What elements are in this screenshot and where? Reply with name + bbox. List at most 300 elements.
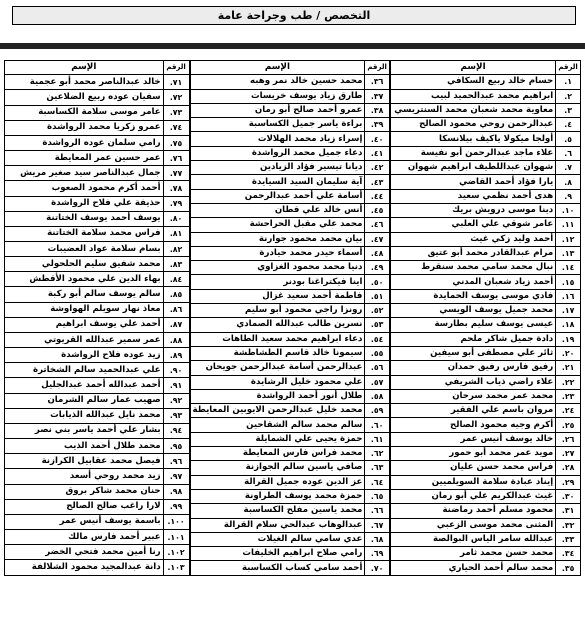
table-row bbox=[5, 105, 190, 120]
row-name: أسامة علي أحمد عبدالرحمن bbox=[190, 189, 365, 203]
row-name: علي محمود خليل الرشايدة bbox=[190, 375, 365, 389]
row-name: حمزة محمد يوسف الطراونة bbox=[190, 489, 365, 503]
row-number: ٣٤. bbox=[556, 547, 581, 561]
row-number: ٦٣. bbox=[365, 461, 389, 475]
table-row bbox=[390, 504, 580, 518]
row-name: علي عبدالحميد سالم الشخاترة bbox=[5, 363, 164, 378]
row-name: محمد حسين خالد نمر وهبه bbox=[190, 75, 365, 89]
row-number: ٦٠. bbox=[365, 418, 389, 432]
table-row bbox=[190, 261, 389, 275]
row-name: علاء ماجد عبدالرحمن أبو نفيسة bbox=[390, 146, 555, 160]
row-number: ٧٤. bbox=[163, 120, 189, 135]
table-row bbox=[390, 146, 580, 160]
table-row bbox=[5, 469, 190, 484]
row-number: ٥٨. bbox=[365, 389, 389, 403]
table-row bbox=[390, 332, 580, 346]
row-name: عبير أحمد فارس مالك bbox=[5, 529, 164, 544]
row-name: محمد شفيق سليم الحلحولي bbox=[5, 257, 164, 272]
row-number: ٤٨. bbox=[365, 246, 389, 260]
table-row bbox=[390, 447, 580, 461]
row-name: يوسف أحمد يوسف الختاتنة bbox=[5, 211, 164, 226]
row-name: خالد يوسف أنيس عمر bbox=[390, 432, 555, 446]
row-number: ٧١. bbox=[163, 75, 189, 90]
row-name: دنيا محمد محمود الغزاوي bbox=[190, 261, 365, 275]
row-name: حمزة يحيى علي الشمايلة bbox=[190, 432, 365, 446]
row-number: ٨٧. bbox=[163, 317, 189, 332]
row-number: ١٠٠. bbox=[163, 514, 189, 529]
table-row bbox=[190, 175, 389, 189]
table-row bbox=[5, 242, 190, 257]
row-number: ٨١. bbox=[163, 226, 189, 241]
row-name: محمد خليل عبدالرحمن الايوبين المعايطة bbox=[190, 404, 365, 418]
table-row bbox=[5, 257, 190, 272]
table-row bbox=[190, 304, 389, 318]
table-row bbox=[390, 346, 580, 360]
table-row bbox=[5, 423, 190, 438]
table-row bbox=[390, 389, 580, 403]
row-number: ٥. bbox=[556, 132, 581, 146]
row-number: ٣٦. bbox=[365, 75, 389, 89]
row-number: ٨٩. bbox=[163, 348, 189, 363]
row-name: زيد عوده فلاح الرواشدة bbox=[5, 348, 164, 363]
table-row bbox=[5, 408, 190, 423]
table-row bbox=[5, 363, 190, 378]
row-number: ٥٦. bbox=[365, 361, 389, 375]
table-row bbox=[5, 166, 190, 181]
table-row bbox=[5, 545, 190, 560]
row-number: ١. bbox=[556, 75, 581, 89]
row-number: ٤٠. bbox=[365, 132, 389, 146]
row-number: ٢٣. bbox=[556, 389, 581, 403]
row-name: بسام سلامة عواد العضيبات bbox=[5, 242, 164, 257]
page-title: التخصص / طب وجراحة عامة bbox=[12, 6, 576, 25]
row-name: سالم محمد سالم الشقاحين bbox=[190, 418, 365, 432]
row-name: رامي سلمان عوده الرواشدة bbox=[5, 135, 164, 150]
row-name: سفيان عوده ربيع الضلاعين bbox=[5, 90, 164, 105]
row-name: عز الدين عوده جميل القرالة bbox=[190, 475, 365, 489]
row-number: ٨٥. bbox=[163, 287, 189, 302]
row-number: ١٤. bbox=[556, 261, 581, 275]
row-name: إيناد عبادة سلامة السويلميين bbox=[390, 475, 555, 489]
table-row bbox=[5, 226, 190, 241]
row-number: ٨٦. bbox=[163, 302, 189, 317]
row-name: آية سليمان السيد السيايدة bbox=[190, 175, 365, 189]
row-name: يارا فؤاد أحمد القاضي bbox=[390, 175, 555, 189]
row-name: نبال محمد سامي محمد سنقرط bbox=[390, 261, 555, 275]
row-name: بيان محمد محمود جوارنة bbox=[190, 232, 365, 246]
row-number: ٦. bbox=[556, 146, 581, 160]
row-number: ٣٠. bbox=[556, 489, 581, 503]
row-number: ٩٧. bbox=[163, 469, 189, 484]
row-name: اينا فيكتراغنا بودنر bbox=[190, 275, 365, 289]
table-row bbox=[390, 189, 580, 203]
row-name: محمود مسلم أحمد رماضنة bbox=[390, 504, 555, 518]
column-header-name: الإسم bbox=[390, 61, 555, 75]
table-row bbox=[390, 132, 580, 146]
row-name: فادي موسى يوسف الحمايدة bbox=[390, 289, 555, 303]
table-row bbox=[190, 318, 389, 332]
row-number: ٢٨. bbox=[556, 461, 581, 475]
table-row bbox=[5, 287, 190, 302]
row-number: ٩. bbox=[556, 189, 581, 203]
row-name: دادة جميل شاكر ملحم bbox=[390, 332, 555, 346]
table-row bbox=[390, 375, 580, 389]
row-name: عمرو أحمد صالح أبو رمان bbox=[190, 103, 365, 117]
row-number: ٣٨. bbox=[365, 103, 389, 117]
table-row bbox=[390, 432, 580, 446]
row-number: ٤٦. bbox=[365, 218, 389, 232]
row-number: ١٠. bbox=[556, 203, 581, 217]
row-name: نسرين طالب عبدالله الصمادي bbox=[190, 318, 365, 332]
row-name: أحمد زياد شعبان المدني bbox=[390, 275, 555, 289]
row-number: ٢٠. bbox=[556, 346, 581, 360]
table-row bbox=[5, 499, 190, 514]
row-number: ٢٧. bbox=[556, 447, 581, 461]
column-header-number: الرقم bbox=[365, 61, 389, 75]
row-name: أكرم وجيه محمود الصالح bbox=[390, 418, 555, 432]
names-columns bbox=[4, 60, 581, 576]
row-number: ٢٥. bbox=[556, 418, 581, 432]
row-number: ٥٤. bbox=[365, 332, 389, 346]
row-name: باسمة يوسف أنيس عمر bbox=[5, 514, 164, 529]
table-row bbox=[390, 89, 580, 103]
row-name: محمد عمر محمد سرحان bbox=[390, 389, 555, 403]
row-number: ٢٤. bbox=[556, 404, 581, 418]
table-row bbox=[390, 547, 580, 561]
row-name: عبدالوهاب عبدالحي سلام القرالة bbox=[190, 518, 365, 532]
row-number: ١٨. bbox=[556, 318, 581, 332]
row-name: شهوان عبداللطيف ابراهيم شهوان bbox=[390, 161, 555, 175]
table-row bbox=[390, 203, 580, 217]
row-number: ٦٩. bbox=[365, 547, 389, 561]
table-row bbox=[390, 75, 580, 89]
row-number: ٢٩. bbox=[556, 475, 581, 489]
row-number: ٤١. bbox=[365, 146, 389, 160]
row-name: رامي صلاح ابراهيم الخليفات bbox=[190, 547, 365, 561]
row-number: ١٣. bbox=[556, 246, 581, 260]
table-row bbox=[5, 211, 190, 226]
row-number: ٩٠. bbox=[163, 363, 189, 378]
table-row bbox=[5, 348, 190, 363]
row-number: ٣. bbox=[556, 103, 581, 117]
table-row bbox=[390, 461, 580, 475]
table-row bbox=[390, 304, 580, 318]
row-number: ٣٢. bbox=[556, 518, 581, 532]
table-row bbox=[190, 161, 389, 175]
table-row bbox=[390, 218, 580, 232]
table-row bbox=[5, 196, 190, 211]
row-name: جمال عبدالناصر سيد صغير مريش bbox=[5, 166, 164, 181]
row-number: ١٧. bbox=[556, 304, 581, 318]
row-name: محمد فراس فارس المعايطة bbox=[190, 447, 365, 461]
row-number: ٥١. bbox=[365, 289, 389, 303]
row-name: حنان محمد شاكر بروق bbox=[5, 484, 164, 499]
table-row bbox=[390, 232, 580, 246]
row-number: ٨٣. bbox=[163, 257, 189, 272]
row-number: ٢٢. bbox=[556, 375, 581, 389]
row-number: ٢١. bbox=[556, 361, 581, 375]
row-name: رونزا راجي محمود أبو سليم bbox=[190, 304, 365, 318]
row-name: بشار علي أحمد ياسر بني نصر bbox=[5, 423, 164, 438]
row-number: ٩٩. bbox=[163, 499, 189, 514]
row-name: أحمد وليد زكي غيث bbox=[390, 232, 555, 246]
row-number: ٧٧. bbox=[163, 166, 189, 181]
row-number: ٣٣. bbox=[556, 532, 581, 546]
table-row bbox=[5, 332, 190, 347]
row-name: طارق زياد يوسف خريسات bbox=[190, 89, 365, 103]
table-row bbox=[190, 418, 389, 432]
table-row bbox=[190, 475, 389, 489]
row-name: عبدالرحمن روحي محمود الصالح bbox=[390, 118, 555, 132]
table-row bbox=[390, 118, 580, 132]
table-row bbox=[5, 120, 190, 135]
row-name: حسام خالد ربيع السكافي bbox=[390, 75, 555, 89]
table-row bbox=[190, 103, 389, 117]
row-name: بهاء الدين علي محمود الأقطش bbox=[5, 272, 164, 287]
row-number: ٤٧. bbox=[365, 232, 389, 246]
row-number: ٦٦. bbox=[365, 504, 389, 518]
table-row bbox=[190, 389, 389, 403]
row-number: ٤. bbox=[556, 118, 581, 132]
row-number: ٤٤. bbox=[365, 189, 389, 203]
table-row bbox=[5, 560, 190, 575]
table-row bbox=[190, 246, 389, 260]
table-row bbox=[390, 318, 580, 332]
column-header-number: الرقم bbox=[556, 61, 581, 75]
table-row bbox=[390, 161, 580, 175]
row-number: ٧٩. bbox=[163, 196, 189, 211]
table-row bbox=[5, 135, 190, 150]
row-name: رفيق فارس رفيق حمدان bbox=[390, 361, 555, 375]
column-header-name: الإسم bbox=[190, 61, 365, 75]
table-row bbox=[190, 275, 389, 289]
table-row bbox=[390, 275, 580, 289]
row-name: ثائر علي مصطفى أبو سيفين bbox=[390, 346, 555, 360]
row-number: ٨. bbox=[556, 175, 581, 189]
row-name: أسماء حيدر محمد حيادرة bbox=[190, 246, 365, 260]
row-name: محمد علي مقبل الحراحشة bbox=[190, 218, 365, 232]
table-row bbox=[390, 361, 580, 375]
row-name: فراس محمد سلامة الختاتنة bbox=[5, 226, 164, 241]
table-row bbox=[5, 439, 190, 454]
table-row bbox=[390, 532, 580, 546]
row-name: صافي ياسين سالم الجوازنة bbox=[190, 461, 365, 475]
row-number: ٩٣. bbox=[163, 408, 189, 423]
row-number: ١٢. bbox=[556, 232, 581, 246]
row-name: مرام عبدالقادر محمد أبو عتيق bbox=[390, 246, 555, 260]
table-row bbox=[5, 302, 190, 317]
row-number: ٥٧. bbox=[365, 375, 389, 389]
row-name: سالم يوسف سالم أبو ركبة bbox=[5, 287, 164, 302]
table-row bbox=[190, 118, 389, 132]
row-name: أحمد علي يوسف ابراهيم bbox=[5, 317, 164, 332]
row-number: ٥٣. bbox=[365, 318, 389, 332]
row-number: ٥٢. bbox=[365, 304, 389, 318]
table-row bbox=[5, 317, 190, 332]
row-number: ٦١. bbox=[365, 432, 389, 446]
table-row bbox=[190, 189, 389, 203]
row-number: ٦٧. bbox=[365, 518, 389, 532]
row-name: علاء راضي ذياب الشريفي bbox=[390, 375, 555, 389]
row-name: أحمد عبدالله أحمد عبدالجليل bbox=[5, 378, 164, 393]
table-row bbox=[390, 404, 580, 418]
row-number: ٨٨. bbox=[163, 332, 189, 347]
table-row bbox=[390, 261, 580, 275]
table-row bbox=[5, 393, 190, 408]
table-row bbox=[190, 218, 389, 232]
row-name: مويد عمر محمد أبو حمور bbox=[390, 447, 555, 461]
row-name: محمد جميل يوسف الويسي bbox=[390, 304, 555, 318]
table-row bbox=[5, 484, 190, 499]
row-name: محمد نايل عبدالله الذيابات bbox=[5, 408, 164, 423]
row-name: سيمونا خالد قاسم الطشاطشة bbox=[190, 346, 365, 360]
table-row bbox=[190, 132, 389, 146]
row-number: ١٠٢. bbox=[163, 545, 189, 560]
table-row bbox=[5, 75, 190, 90]
row-name: فيصل محمد عقابيل الكرازنة bbox=[5, 454, 164, 469]
row-name: فاطمة أحمد سعيد غزال bbox=[190, 289, 365, 303]
row-number: ٤٣. bbox=[365, 175, 389, 189]
row-name: دينا موسى درويش بريك bbox=[390, 203, 555, 217]
row-name: براءة ياسر جميل الكساسبة bbox=[190, 118, 365, 132]
row-number: ٧٣. bbox=[163, 105, 189, 120]
row-name: دعاء ابراهيم محمد سعيد الطاهات bbox=[190, 332, 365, 346]
row-name: محمد سالم أحمد الحياري bbox=[390, 561, 555, 575]
table-row bbox=[190, 289, 389, 303]
row-number: ٤٩. bbox=[365, 261, 389, 275]
table-row bbox=[190, 518, 389, 532]
row-name: رنا أمين محمد فتحي الخضر bbox=[5, 545, 164, 560]
row-name: دعاء جميل محمد الرواشدة bbox=[190, 146, 365, 160]
table-row bbox=[190, 89, 389, 103]
table-row bbox=[190, 461, 389, 475]
table-row bbox=[5, 454, 190, 469]
row-name: أحمد سامي كساب الكساسبة bbox=[190, 561, 365, 575]
row-name: ابراهيم محمد عبدالحميد لبيب bbox=[390, 89, 555, 103]
table-row bbox=[190, 232, 389, 246]
row-number: ١٥. bbox=[556, 275, 581, 289]
row-number: ٩٨. bbox=[163, 484, 189, 499]
column-header-number: الرقم bbox=[163, 61, 189, 75]
table-row bbox=[190, 375, 389, 389]
table-row bbox=[190, 561, 389, 575]
row-number: ٧٨. bbox=[163, 181, 189, 196]
row-number: ٦٤. bbox=[365, 475, 389, 489]
row-number: ٧٠. bbox=[365, 561, 389, 575]
table-row bbox=[5, 378, 190, 393]
row-name: عيسى يوسف سليم بطارسة bbox=[390, 318, 555, 332]
row-number: ٧٥. bbox=[163, 135, 189, 150]
table-row bbox=[190, 203, 389, 217]
table-row bbox=[5, 514, 190, 529]
row-number: ١٩. bbox=[556, 332, 581, 346]
row-number: ٣٩. bbox=[365, 118, 389, 132]
row-number: ٨٠. bbox=[163, 211, 189, 226]
table-row bbox=[190, 489, 389, 503]
row-number: ٦٨. bbox=[365, 532, 389, 546]
table-row bbox=[5, 272, 190, 287]
row-name: خالد عبدالناصر محمد أبو عجمية bbox=[5, 75, 164, 90]
table-row bbox=[390, 518, 580, 532]
table-row bbox=[390, 289, 580, 303]
table-row bbox=[190, 146, 389, 160]
table-row bbox=[390, 175, 580, 189]
row-number: ١٠١. bbox=[163, 529, 189, 544]
row-name: دانة عبدالمجيد محمود الشلالفة bbox=[5, 560, 164, 575]
row-number: ٧. bbox=[556, 161, 581, 175]
row-number: ٩٦. bbox=[163, 454, 189, 469]
row-number: ٨٤. bbox=[163, 272, 189, 287]
table-row bbox=[190, 332, 389, 346]
row-number: ٤٥. bbox=[365, 203, 389, 217]
row-number: ١٠٣. bbox=[163, 560, 189, 575]
row-name: هدى أحمد نظمي سعيد bbox=[390, 189, 555, 203]
row-name: أحمد أكرم محمود الصعوب bbox=[5, 181, 164, 196]
table-row bbox=[5, 151, 190, 166]
row-name: طلال أنور أحمد الرواشدة bbox=[190, 389, 365, 403]
row-name: عمر حسين عمر المعايطة bbox=[5, 151, 164, 166]
table-row bbox=[190, 447, 389, 461]
header-divider bbox=[0, 43, 585, 49]
row-name: غيث عبدالكريم علي أبو رمان bbox=[390, 489, 555, 503]
names-table-3 bbox=[4, 60, 190, 576]
row-name: عامر موسى سلامة الكساسبة bbox=[5, 105, 164, 120]
row-name: زيد محمد روحي أسعد bbox=[5, 469, 164, 484]
table-row bbox=[190, 361, 389, 375]
row-name: أولجا ميكولا ياكيف بيلانسكا bbox=[390, 132, 555, 146]
row-name: عبدالرحمن أسامة عبدالرحمن جويحان bbox=[190, 361, 365, 375]
table-row bbox=[190, 404, 389, 418]
row-name: عدي سامي سالم الغيلات bbox=[190, 532, 365, 546]
table-row bbox=[190, 532, 389, 546]
table-row bbox=[5, 90, 190, 105]
row-name: لارا راغب صالح الصالح bbox=[5, 499, 164, 514]
row-number: ٩٢. bbox=[163, 393, 189, 408]
row-name: عامر شوقي علي العلبي bbox=[390, 218, 555, 232]
table-row bbox=[190, 504, 389, 518]
table-row bbox=[5, 529, 190, 544]
row-name: محمد ياسين مفلح الكساسبة bbox=[190, 504, 365, 518]
row-number: ٣٥. bbox=[556, 561, 581, 575]
row-number: ٥٥. bbox=[365, 346, 389, 360]
table-row bbox=[190, 432, 389, 446]
table-row bbox=[190, 75, 389, 89]
row-name: ديانا تيسير فؤاد الزيادين bbox=[190, 161, 365, 175]
row-number: ٩١. bbox=[163, 378, 189, 393]
table-row bbox=[390, 103, 580, 117]
row-number: ٧٦. bbox=[163, 151, 189, 166]
row-name: محمد حسن محمد ثامر bbox=[390, 547, 555, 561]
row-number: ٣٧. bbox=[365, 89, 389, 103]
row-number: ٧٢. bbox=[163, 90, 189, 105]
row-name: معاوية محمد شعبان محمد السنتريسي bbox=[390, 103, 555, 117]
row-name: عبدالله سامر الياس البوالصة bbox=[390, 532, 555, 546]
column-header-name: الإسم bbox=[5, 61, 164, 75]
row-number: ١١. bbox=[556, 218, 581, 232]
row-number: ٦٢. bbox=[365, 447, 389, 461]
row-number: ١٦. bbox=[556, 289, 581, 303]
row-name: فراس محمد حسن عليان bbox=[390, 461, 555, 475]
row-name: معاذ نهار سويلم الهواوشة bbox=[5, 302, 164, 317]
row-number: ٤٢. bbox=[365, 161, 389, 175]
row-name: محمد طلال أحمد الذيب bbox=[5, 439, 164, 454]
row-number: ٩٤. bbox=[163, 423, 189, 438]
row-number: ٣١. bbox=[556, 504, 581, 518]
row-name: صهيب عمار سالم الشرمان bbox=[5, 393, 164, 408]
row-name: حذيفة علي فلاح الرواشدة bbox=[5, 196, 164, 211]
row-number: ٦٥. bbox=[365, 489, 389, 503]
row-name: مروان باسم علي الفقير bbox=[390, 404, 555, 418]
